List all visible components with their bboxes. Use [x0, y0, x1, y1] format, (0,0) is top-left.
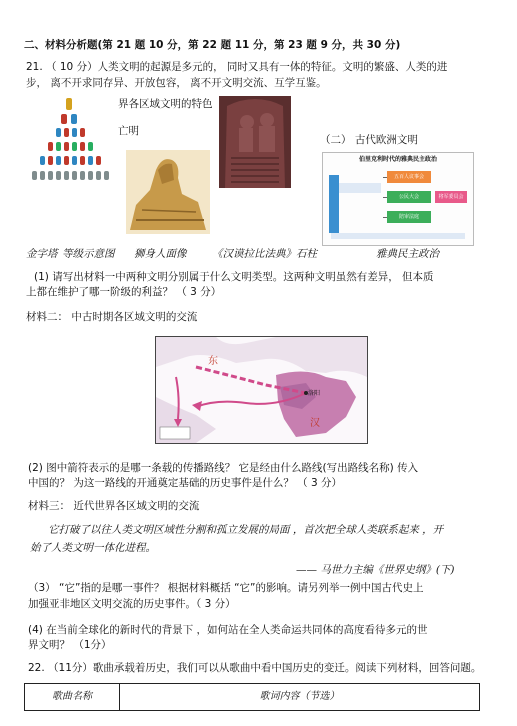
- table-header-cell: 歌曲名称: [25, 684, 120, 711]
- q21-intro-line2: 步， 离不开求同存异、开放包容， 离不开文明交流、互学互鉴。: [26, 77, 327, 89]
- table-header-row: [25, 684, 480, 711]
- europe-label: （二） 古代欧洲文明: [320, 134, 418, 146]
- athens-item: 五百人议事会: [387, 171, 431, 183]
- table-header-cell: 歌词内容（节选）: [120, 684, 480, 711]
- q21-sub3-line1: （3） “它”指的是哪一事件？ 根据材料概括 “它”的影响。请另列举一例中国古代史上: [28, 582, 424, 594]
- q21-intro-line1: 21. （ 10 分）人类文明的起源是多元的， 同时又具有一体的特征。文明的繁盛、人类的进: [26, 61, 448, 73]
- citizens-bar: [329, 175, 339, 233]
- sphinx-image: [126, 150, 210, 234]
- section-title: 二、材料分析题(第 21 题 10 分，第 22 题 11 分，第 23 题 9 分，共 30 分): [24, 39, 401, 51]
- q21-sub4-line2: 界文明？ （1分）: [28, 639, 112, 651]
- q21-sub2-line1: (2) 图中箭符表示的是哪一条载的传播路线？ 它是经由什么路线(写出路线名称) 传入: [28, 462, 419, 474]
- material1-fragment2: 亡明: [118, 125, 139, 137]
- athens-item: 公民大会: [387, 191, 431, 203]
- hammurabi-stele-image: [219, 96, 291, 188]
- map-label-dong: 东: [208, 356, 218, 367]
- q21-sub1-line1: (1) 请写出材料一中两种文明分别属于什么文明类型。这两种文明虽然有差异， 但本质: [34, 271, 434, 283]
- arrow-box: [339, 183, 381, 193]
- q21-sub1-line2: 上都在维护了哪一阶级的利益？ （ 3 分）: [26, 286, 222, 298]
- athens-item: 将军委员会: [435, 191, 467, 203]
- caption-hammurabi: 《汉谟拉比法典》石柱: [212, 248, 317, 260]
- q22-intro: 22. （11分）歌曲承载着历史，我们可以从歌曲中看中国历史的变迁。阅读下列材料，回答问题。: [28, 662, 482, 674]
- map-label-han: 汉: [310, 418, 320, 429]
- quote-line2: 始了人类文明一体化进程。: [30, 542, 156, 554]
- material1-label-fragment: 界各区域文明的特色: [118, 98, 213, 110]
- q21-sub3-line2: 加强亚非地区文明交流的历史事件。（ 3 分）: [28, 598, 236, 610]
- caption-pyramid: 金字塔: [26, 248, 58, 260]
- pyramid-hierarchy-image: [28, 96, 110, 188]
- songs-table: [24, 683, 480, 711]
- caption-athens: 雅典民主政治: [376, 248, 439, 260]
- athens-item: 陪审法庭: [387, 211, 431, 223]
- map-label-luoyang: 洛阳: [308, 390, 321, 397]
- athens-chart-title: 伯里克利时代的雅典民主政治: [359, 156, 438, 163]
- material2-label: 材料二： 中古时期各区域文明的交流: [26, 311, 198, 323]
- quote-source: —— 马世力主编《世界史纲》(下): [296, 564, 455, 576]
- caption-hierarchy: 等级示意图: [62, 248, 115, 260]
- material3-label: 材料三： 近代世界各区域文明的交流: [28, 500, 200, 512]
- athens-democracy-chart: [322, 152, 474, 246]
- silk-road-map: [155, 336, 368, 444]
- caption-sphinx: 狮身人面像: [134, 248, 187, 260]
- quote-line1: 它打破了以往人类文明区域性分割和孤立发展的局面 ，首次把全球人类联系起来 ，开: [48, 524, 444, 536]
- q21-sub4-line1: (4) 在当前全球化的新时代的背景下 ，如何站在全人类命运共同体的高度看待多元的世: [28, 624, 428, 636]
- q21-sub2-line2: 中国的？ 为这一路线的开通奠定基础的历史事件是什么？ （ 3 分）: [28, 477, 343, 489]
